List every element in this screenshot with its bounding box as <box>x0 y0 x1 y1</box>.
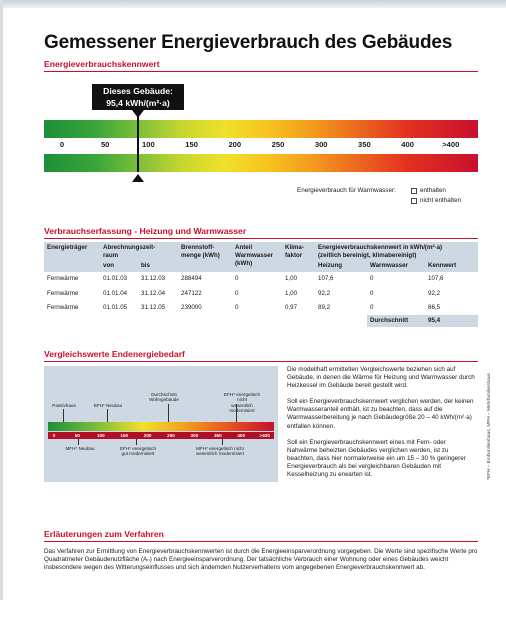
energy-scale-bar-top <box>44 120 478 138</box>
option-enthalten[interactable] <box>411 187 446 194</box>
cell-kennwert: 92,2 <box>425 286 478 300</box>
label-mfh-nicht: MFH* energetisch nicht wesentlich modernisiert <box>196 446 244 457</box>
scale-tick-label: >400 <box>442 140 460 149</box>
section-divider <box>44 71 478 72</box>
table-row-durchschnitt <box>44 314 478 327</box>
cell-durchschnitt-value: 95,4 <box>425 314 478 327</box>
cell-menge: 239000 <box>178 300 232 314</box>
comparison-tick-label: 400 <box>237 432 246 438</box>
cell-warmwasser: 0 <box>367 286 425 300</box>
cell-von: 01.01.05 <box>100 300 138 314</box>
cell-warmwasser: 0 <box>367 272 425 286</box>
header-kennwert-col: Kennwert <box>425 262 478 272</box>
consumption-table <box>44 242 478 327</box>
cell-kennwert: 86,5 <box>425 300 478 314</box>
header-klima: Klima- faktor <box>282 242 315 272</box>
erlaeuterungen-text: Das Verfahren zur Ermittlung von Energieverbrauchskennwerten ist durch die Energieeinsparverordnung vorgegeben. Die Werte sind spezifische Werte pro Quadratmeter Gebäudenutzfläche (Aₙ) nach Energieeinsparverordnung. Der tatsächliche Verbrauch einer Wohnung oder eines Gebäudes weicht insbesondere wegen des Witterungseinflusses und sich ändernden Nutzerverhaltens vom angegebenen Energieverbrauchskennwert ab. <box>44 548 478 572</box>
cell-kennwert: 107,6 <box>425 272 478 286</box>
comparison-tick-label: 150 <box>120 432 129 438</box>
checkbox-nicht-enthalten[interactable] <box>411 198 417 204</box>
cell-empty <box>315 314 367 327</box>
cell-traeger: Fernwärme <box>44 286 100 300</box>
option-nicht-enthalten[interactable] <box>411 197 461 204</box>
cell-anteil: 0 <box>232 272 282 286</box>
cell-menge: 288494 <box>178 272 232 286</box>
pin-efh-neubau <box>107 409 108 422</box>
marker-line <box>137 110 139 172</box>
cell-empty <box>232 314 282 327</box>
warmwasser-label: Energieverbrauch für Warmwasser: <box>297 187 396 194</box>
building-value-marker <box>92 84 184 110</box>
cell-von: 01.01.03 <box>100 272 138 286</box>
page-title: Gemessener Energieverbrauch des Gebäudes <box>44 32 453 53</box>
header-kennwert: Energieverbrauchskennwert in kWh/(m²·a) (zeitlich bereinigt, klimabereinigt) <box>315 242 478 262</box>
scale-tick-label: 150 <box>185 140 198 149</box>
comparison-tick-label: 50 <box>74 432 80 438</box>
cell-warmwasser: 0 <box>367 300 425 314</box>
option-enthalten-label: enthalten <box>420 187 446 194</box>
pin-efh-nicht <box>236 404 237 422</box>
comparison-tick-label: 200 <box>143 432 152 438</box>
cell-empty <box>138 314 178 327</box>
table-row <box>44 272 478 286</box>
top-edge <box>0 0 506 8</box>
section-divider <box>44 541 478 542</box>
pin-efh-gut <box>136 439 137 445</box>
cell-empty <box>282 314 315 327</box>
cell-durchschnitt-label: Durchschnitt <box>367 314 425 327</box>
header-von: von <box>100 262 138 272</box>
scale-tick-label: 100 <box>142 140 155 149</box>
scale-tick-label: 300 <box>314 140 328 149</box>
cell-heizung: 92,2 <box>315 286 367 300</box>
comparison-text-p3: Soll ein Energieverbrauchskennwert eines mit Fern- oder Nahwärme beheizten Gebäudes verglichen werden, ist zu beachten, dass hier normalerweise ein um 15 – 30 % geringerer Energieverbrauch als bei vergleichbaren Gebäuden mit Kesselheizung zu erwarten ist. <box>287 438 466 479</box>
cell-von: 01.01.04 <box>100 286 138 300</box>
header-zeitraum: Abrechnungszeit- raum <box>100 242 178 262</box>
table-row <box>44 286 478 300</box>
table-row <box>44 300 478 314</box>
cell-bis: 31.12.03 <box>138 272 178 286</box>
cell-klima: 1,00 <box>282 286 315 300</box>
header-bis: bis <box>138 262 178 272</box>
cell-klima: 0,97 <box>282 300 315 314</box>
cell-anteil: 0 <box>232 286 282 300</box>
pin-mfh-neubau <box>78 439 79 445</box>
marker-line2: 95,4 kWh/(m²·a) <box>106 98 170 108</box>
side-note-legend: *EFH – Einfamilienhaus, MFH – Mehrfamilienhaus <box>487 373 492 480</box>
label-durchschnitt: Durchschnitt Wohngebäude <box>149 392 179 403</box>
comparison-tick-label: 250 <box>167 432 175 438</box>
label-mfh-neubau: MFH* Neubau <box>65 446 95 451</box>
comparison-scale-bar <box>48 422 274 431</box>
option-nicht-enthalten-label: nicht enthalten <box>420 197 461 204</box>
header-brennstoff: Brennstoff- menge (kWh) <box>178 242 232 262</box>
checkbox-enthalten[interactable] <box>411 188 417 194</box>
cell-heizung: 89,2 <box>315 300 367 314</box>
scale-tick-label: 50 <box>100 140 110 149</box>
label-efh-nicht: EFH* energetisch nicht wesentlich modernisiert <box>224 392 261 414</box>
comparison-tick-label: 350 <box>213 432 222 438</box>
comparison-tick-label: 100 <box>96 432 105 438</box>
scale-tick-label: 200 <box>228 140 242 149</box>
header-anteil: Anteil Warmwasser (kWh) <box>232 242 282 272</box>
cell-anteil: 0 <box>232 300 282 314</box>
scale-tick-label: 0 <box>59 140 65 149</box>
pin-mfh-nicht <box>222 439 223 445</box>
page-bottom-margin <box>0 600 506 630</box>
label-efh-neubau: EFH* Neubau <box>93 403 123 408</box>
comparison-scale-ticks <box>48 432 274 439</box>
comparison-chart <box>44 366 278 482</box>
cell-traeger: Fernwärme <box>44 300 100 314</box>
cell-menge: 247122 <box>178 286 232 300</box>
cell-bis: 31.12.04 <box>138 286 178 300</box>
comparison-tick-label: 0 <box>52 432 56 438</box>
header-energietraeger: Energieträger <box>44 242 100 262</box>
header-empty <box>178 262 232 272</box>
comparison-tick-label: 300 <box>190 432 199 438</box>
cell-empty <box>100 314 138 327</box>
marker-arrow-up-icon <box>132 174 144 182</box>
section-heading-erlaeuterungen: Erläuterungen zum Verfahren <box>44 529 164 539</box>
header-warmwasser: Warmwasser <box>367 262 425 272</box>
label-passivhaus: Passivhaus <box>52 403 76 408</box>
section-divider <box>44 361 478 362</box>
cell-bis: 31.12.05 <box>138 300 178 314</box>
cell-traeger: Fernwärme <box>44 272 100 286</box>
section-heading-kennwert: Energieverbrauchskennwert <box>44 59 160 69</box>
section-heading-verbrauch: Verbrauchserfassung - Heizung und Warmwasser <box>44 226 247 236</box>
scale-tick-label: 350 <box>358 140 371 149</box>
energy-scale-bar-bottom <box>44 154 478 172</box>
left-edge <box>0 0 3 630</box>
comparison-text-p2: Soll ein Energieverbrauchskennwert verglichen werden, der keinen Warmwasseranteil enthält, ist zu beachten, dass auf die Warmwasserbereitung je nach Gebäudegröße 20 – 40 kWh/(m²·a) entfallen können. <box>287 398 474 430</box>
cell-heizung: 107,6 <box>315 272 367 286</box>
cell-empty <box>178 314 232 327</box>
label-efh-gut: EFH* energetisch gut modernisiert <box>119 446 157 457</box>
header-heizung: Heizung <box>315 262 367 272</box>
cell-empty <box>44 314 100 327</box>
header-empty <box>44 262 100 272</box>
comparison-tick-label: >400 <box>259 432 270 438</box>
comparison-text <box>287 366 477 487</box>
cell-klima: 1,00 <box>282 272 315 286</box>
section-divider <box>44 238 478 239</box>
scale-tick-label: 250 <box>271 140 285 149</box>
pin-passivhaus <box>63 409 64 422</box>
pin-durchschnitt <box>168 404 169 422</box>
comparison-text-p1: Die modellhaft ermittelten Vergleichswerte beziehen sich auf Gebäude, in denen die Wärme für Heizung und Warmwasser durch Heizkessel im Gebäude bereit gestellt wird. <box>287 366 475 390</box>
marker-line1: Dieses Gebäude: <box>103 86 173 96</box>
section-heading-vergleich: Vergleichswerte Endenergiebedarf <box>44 349 185 359</box>
scale-tick-label: 400 <box>401 140 414 149</box>
energy-scale-ticks <box>44 140 478 154</box>
